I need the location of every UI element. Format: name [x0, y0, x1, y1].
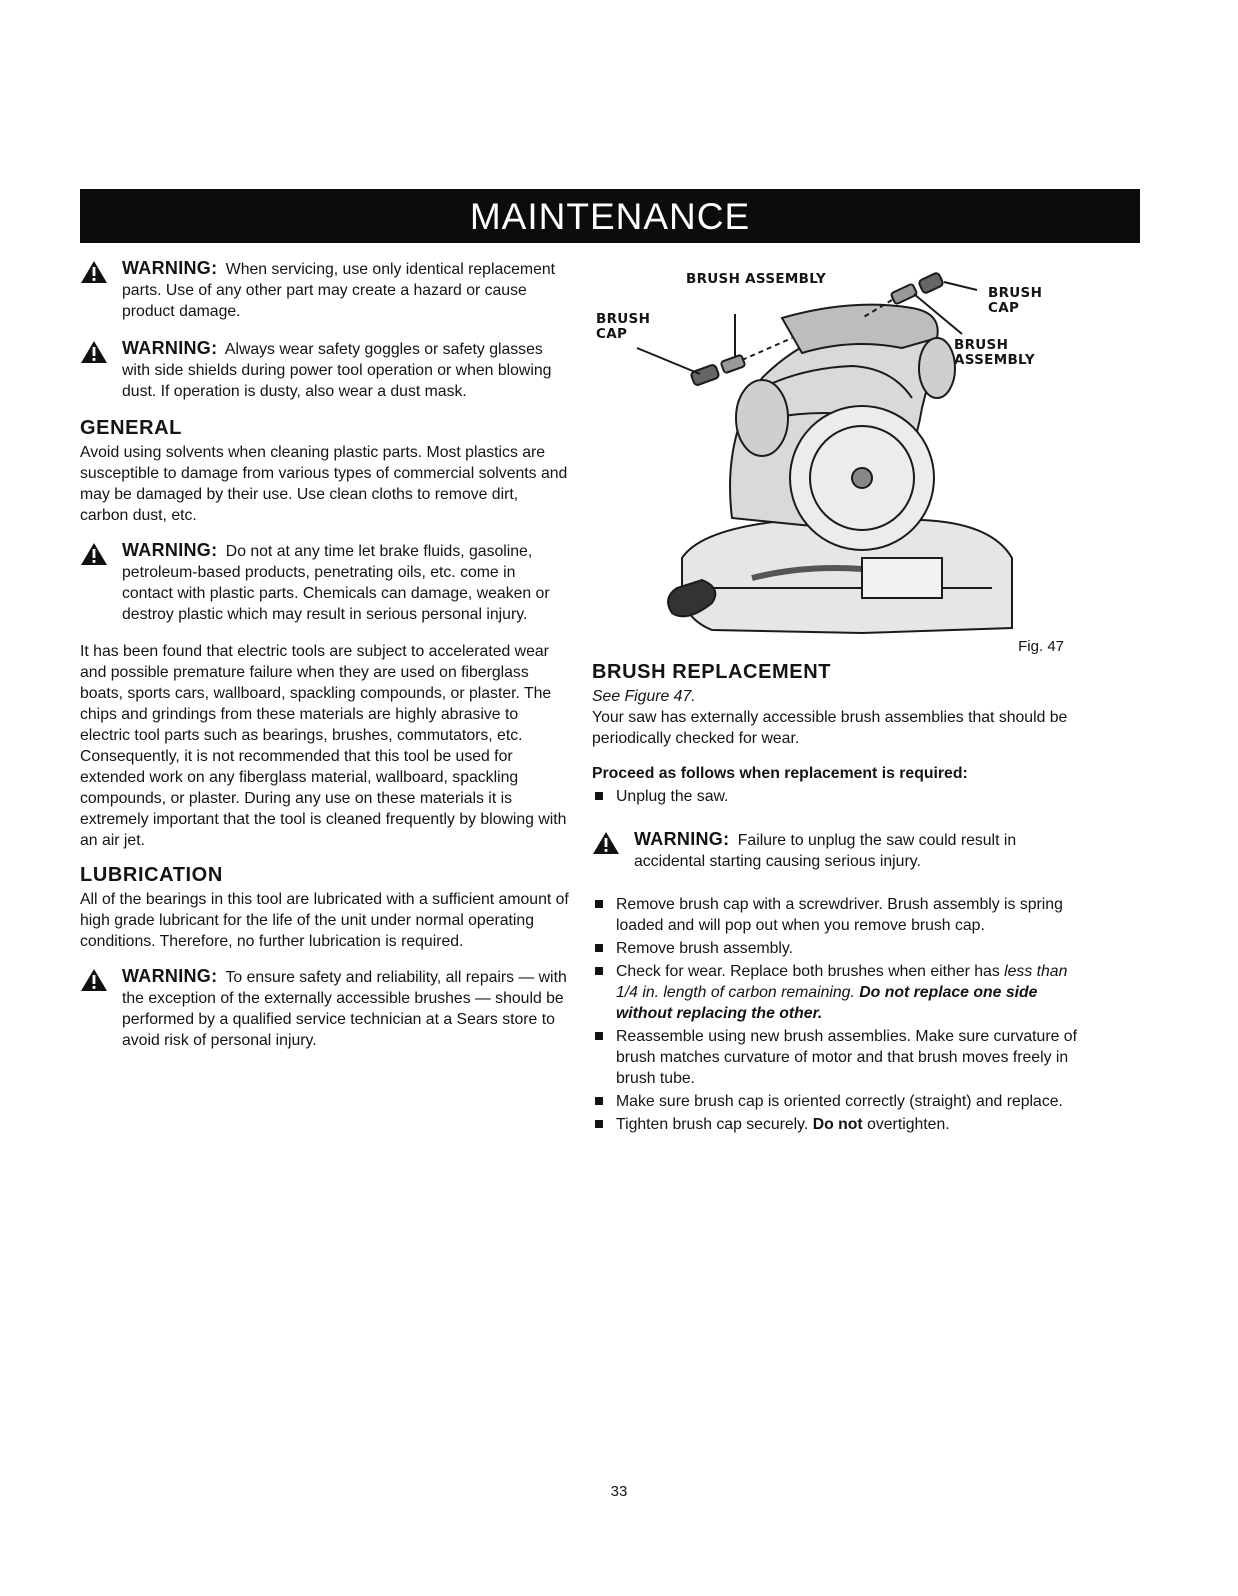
warning-text: Failure to unplug the saw could result in accidental starting causing serious injury. [634, 832, 1017, 870]
procedure-list [592, 894, 1078, 1135]
list-item: Unplug the saw. [592, 786, 1078, 807]
warning-block [80, 338, 570, 402]
list-item: Remove brush cap with a screwdriver. Brush assembly is spring loaded and will pop out when you remove brush cap. [592, 894, 1078, 936]
warning-triangle-icon [80, 340, 108, 364]
general-heading: GENERAL [80, 417, 182, 439]
warning-text: To ensure safety and reliability, all repairs — with the exception of the externally accessible brushes — should be performed by a qualified service technician at a Sears store to avoid risk of personal injury. [122, 969, 567, 1049]
list-item-text: overtighten. [862, 1116, 950, 1133]
list-item [592, 1114, 1078, 1135]
callout-brush-assembly: BRUSH ASSEMBLY [954, 337, 1035, 368]
warning-text: Always wear safety goggles or safety glasses with side shields during power tool operation or when blowing dust. If operation is dusty, also wear a dust mask. [122, 341, 552, 400]
warning-text: When servicing, use only identical replacement parts. Use of any other part may create a hazard or cause product damage. [122, 261, 556, 320]
warning-block [80, 540, 570, 625]
list-item [592, 961, 1078, 1024]
figure-reference: See Figure 47. [592, 688, 696, 705]
list-item: Reassemble using new brush assemblies. Make sure curvature of brush matches curvature of motor and that brush moves freely in brush tube. [592, 1026, 1078, 1089]
callout-brush-assembly: BRUSH ASSEMBLY [686, 271, 827, 287]
warning-label: WARNING: [122, 966, 218, 986]
list-item-text: Tighten brush cap securely. [616, 1116, 813, 1133]
list-item-emphasis: less than 1/4 in. length of carbon remaining. [616, 963, 1068, 1001]
callout-brush-cap: BRUSH CAP [596, 311, 651, 342]
warning-block [80, 966, 570, 1051]
warning-triangle-icon [80, 260, 108, 284]
procedure-list-pre [592, 786, 1078, 807]
right-column [592, 662, 1078, 1149]
list-item-text: Check for wear. Replace both brushes when either has [616, 963, 1005, 980]
warning-label: WARNING: [122, 338, 218, 358]
figure-47 [592, 258, 1072, 658]
callout-brush-cap: BRUSH CAP [988, 285, 1043, 316]
warning-block [80, 258, 570, 322]
warning-triangle-icon [80, 542, 108, 566]
left-column [80, 258, 570, 1067]
page-number: 33 [610, 1483, 628, 1500]
procedure-lead-in: Proceed as follows when replacement is required: [592, 765, 968, 782]
abrasive-materials-paragraph: It has been found that electric tools are subject to accelerated wear and possible premature failure when they are used on fiberglass boats, sports cars, wallboard, spackling compounds, or plaster. The chips and grindings from these materials are highly abrasive to electric tool parts such as bearings, brushes, commutators, etc. Consequently, it is not recommended that this tool be used for extended work on any fiberglass material, wallboard, spackling compounds, or plaster. During any use on these materials it is extremely important that the tool is cleaned frequently by blowing with an air jet. [80, 643, 567, 849]
figure-caption: Fig. 47 [1018, 638, 1064, 655]
list-item: Remove brush assembly. [592, 938, 1078, 959]
warning-label: WARNING: [634, 829, 730, 849]
warning-block [592, 829, 1078, 872]
section-title-banner [80, 189, 1140, 243]
warning-triangle-icon [80, 968, 108, 992]
warning-text: Do not at any time let brake fluids, gasoline, petroleum-based products, penetrating oils, etc. come in contact with plastic parts. Chemicals can damage, weaken or destroy plastic which may result in serious personal injury. [122, 543, 550, 623]
list-item: Make sure brush cap is oriented correctly (straight) and replace. [592, 1091, 1078, 1112]
general-paragraph: Avoid using solvents when cleaning plastic parts. Most plastics are susceptible to damage from various types of commercial solvents and may be damaged by their use. Use clean cloths to remove dirt, carbon dust, etc. [80, 444, 568, 524]
lubrication-paragraph: All of the bearings in this tool are lubricated with a sufficient amount of high grade lubricant for the life of the unit under normal operating conditions. Therefore, no further lubrication is required. [80, 891, 569, 950]
warning-triangle-icon [592, 831, 620, 855]
brush-intro-paragraph: Your saw has externally accessible brush assemblies that should be periodically checked for wear. [592, 709, 1068, 747]
lubrication-heading: LUBRICATION [80, 864, 223, 886]
list-item-emphasis: Do not [812, 1116, 863, 1133]
warning-label: WARNING: [122, 258, 218, 278]
section-title: MAINTENANCE [469, 196, 751, 237]
list-item-emphasis: Do not replace one side without replacing the other. [616, 984, 1038, 1022]
warning-label: WARNING: [122, 540, 218, 560]
brush-replacement-heading: BRUSH REPLACEMENT [592, 661, 832, 683]
